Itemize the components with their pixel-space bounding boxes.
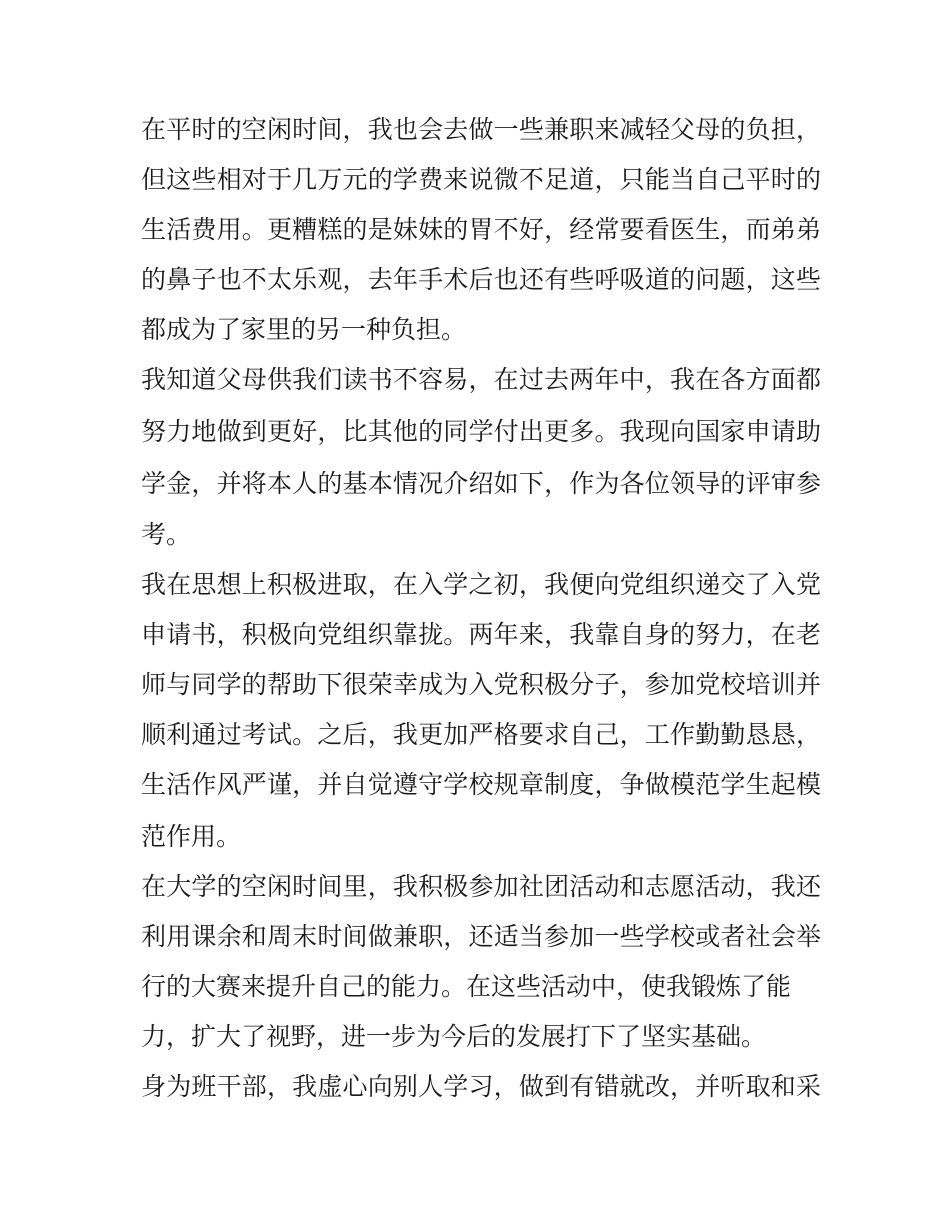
text-line: 努力地做到更好，比其他的同学付出更多。我现向国家申请助 [141,417,821,446]
text-line: 顺利通过考试。之后，我更加严格要求自己，工作勤勤恳恳， [141,720,821,749]
text-line: 考。 [141,520,192,549]
text-line: 范作用。 [141,822,242,851]
text-line: 行的大赛来提升自己的能力。在这些活动中，使我锻炼了能 [141,972,792,1001]
text-line: 的鼻子也不太乐观，去年手术后也还有些呼吸道的问题，这些 [141,265,821,294]
text-line: 在平时的空闲时间，我也会去做一些兼职来减轻父母的负担， [141,115,821,144]
text-line: 师与同学的帮助下很荣幸成为入党积极分子，参加党校培训并 [141,670,821,699]
text-line: 在大学的空闲时间里，我积极参加社团活动和志愿活动，我还 [141,872,821,901]
text-line: 生活费用。更糟糕的是妹妹的胃不好，经常要看医生，而弟弟 [141,215,821,244]
text-line: 生活作风严谨，并自觉遵守学校规章制度，争做模范学生起模 [141,770,821,799]
text-line: 利用课余和周末时间做兼职，还适当参加一些学校或者社会举 [141,922,821,951]
text-line: 但这些相对于几万元的学费来说微不足道，只能当自己平时的 [141,165,821,194]
text-line: 学金，并将本人的基本情况介绍如下，作为各位领导的评审参 [141,469,821,498]
text-line: 我知道父母供我们读书不容易，在过去两年中，我在各方面都 [141,365,821,394]
text-line: 都成为了家里的另一种负担。 [141,315,467,344]
text-line: 申请书，积极向党组织靠拢。两年来，我靠自身的努力，在老 [141,620,821,649]
text-line: 我在思想上积极进取，在入学之初，我便向党组织递交了入党 [141,570,821,599]
text-line: 力，扩大了视野，进一步为今后的发展打下了坚实基础。 [141,1022,767,1051]
text-line: 身为班干部，我虚心向别人学习，做到有错就改，并听取和采 [141,1072,821,1101]
